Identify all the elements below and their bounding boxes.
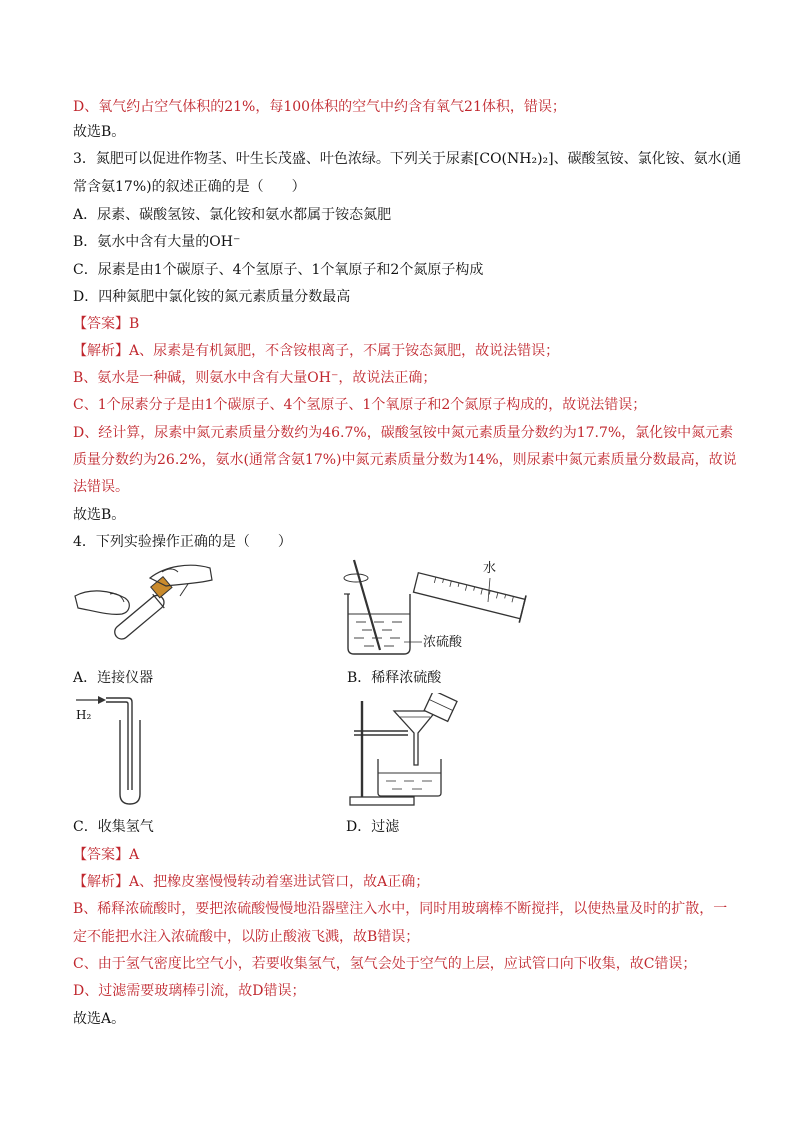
q3-stem-line-1: 3．氮肥可以促进作物茎、叶生长茂盛、叶色浓绿。下列关于尿素[CO(NH₂)₂]、碳酸氢铵、氯化铵、氨水(通 <box>73 151 742 167</box>
q3-conclusion: 故选B。 <box>73 507 126 523</box>
q3-analysis-4: D、经计算，尿素中氮元素质量分数约为46.7%，碳酸氢铵中氮元素质量分数约为17.7%，氯化铵中氮元素 <box>73 425 734 441</box>
fig-b-label-water: 水 <box>483 561 497 576</box>
fig-b-caption: B．稀释浓硫酸 <box>347 670 442 686</box>
q3-analysis-3: C、1个尿素分子是由1个碳原子、4个氢原子、1个氧原子和2个氮原子构成的，故说法错误； <box>73 397 647 413</box>
q4-analysis-2: B、稀释浓硫酸时，要把浓硫酸慢慢地沿器壁注入水中，同时用玻璃棒不断搅拌，以使热量及时的扩散，一 <box>73 901 728 917</box>
q4-analysis-5: D、过滤需要玻璃棒引流，故D错误； <box>73 983 306 999</box>
fig-d-caption: D．过滤 <box>346 819 400 835</box>
fig-a-caption: A．连接仪器 <box>73 670 154 686</box>
q3-option-d: D．四种氮肥中氯化铵的氮元素质量分数最高 <box>73 289 351 305</box>
q3-option-c: C．尿素是由1个碳原子、4个氢原子、1个氧原子和2个氮原子构成 <box>73 262 484 278</box>
fig-c-caption: C．收集氢气 <box>73 819 154 835</box>
q3-option-b: B．氨水中含有大量的OH⁻ <box>73 234 241 250</box>
q4-analysis-3: 定不能把水注入浓硫酸中，以防止酸液飞溅，故B错误； <box>73 929 420 945</box>
q3-option-a: A．尿素、碳酸氢铵、氯化铵和氨水都属于铵态氮肥 <box>73 207 392 223</box>
fig-c-label-gas: H₂ <box>76 708 92 722</box>
figure-connect-apparatus <box>70 558 220 658</box>
q4-analysis-label: 【解析】 <box>73 874 129 890</box>
q4-answer-value: A <box>129 847 140 863</box>
q3-answer <box>73 314 139 334</box>
q4-analysis-4: C、由于氢气密度比空气小，若要收集氢气，氢气会处于空气的上层，应试管口向下收集，故C错误； <box>73 956 697 972</box>
q3-answer-label: 【答案】 <box>73 316 129 332</box>
fig-b-label-acid: 浓硫酸 <box>423 635 463 650</box>
q3-analysis-2: B、氨水是一种碱，则氨水中含有大量OH⁻，故说法正确； <box>73 370 437 386</box>
q3-analysis-6: 法错误。 <box>73 479 129 495</box>
q4-analysis-1: 【解析】A、把橡皮塞慢慢转动着塞进试管口，故A正确； <box>73 874 430 890</box>
q3-analysis-5: 质量分数约为26.2%，氨水(通常含氨17%)中氮元素质量分数为14%，则尿素中氮元素质量分数最高，故说 <box>73 452 737 468</box>
prev-option-d-analysis: D、氧气约占空气体积的21%，每100体积的空气中约含有氧气21体积，错误； <box>73 99 566 115</box>
q3-analysis-1: 【解析】A、尿素是有机氮肥，不含铵根离子，不属于铵态氮肥，故说法错误； <box>73 343 560 359</box>
figure-filtration <box>346 693 458 807</box>
q4-answer-label: 【答案】 <box>73 847 129 863</box>
q3-answer-value: B <box>129 316 140 332</box>
prev-conclusion: 故选B。 <box>73 124 126 140</box>
q4-conclusion: 故选A。 <box>73 1011 126 1027</box>
q4-stem: 4．下列实验操作正确的是（ ） <box>73 534 292 550</box>
q3-analysis-label: 【解析】 <box>73 343 129 359</box>
q4-answer <box>73 845 139 865</box>
q3-stem-line-2: 常含氨17%)的叙述正确的是（ ） <box>73 179 306 195</box>
